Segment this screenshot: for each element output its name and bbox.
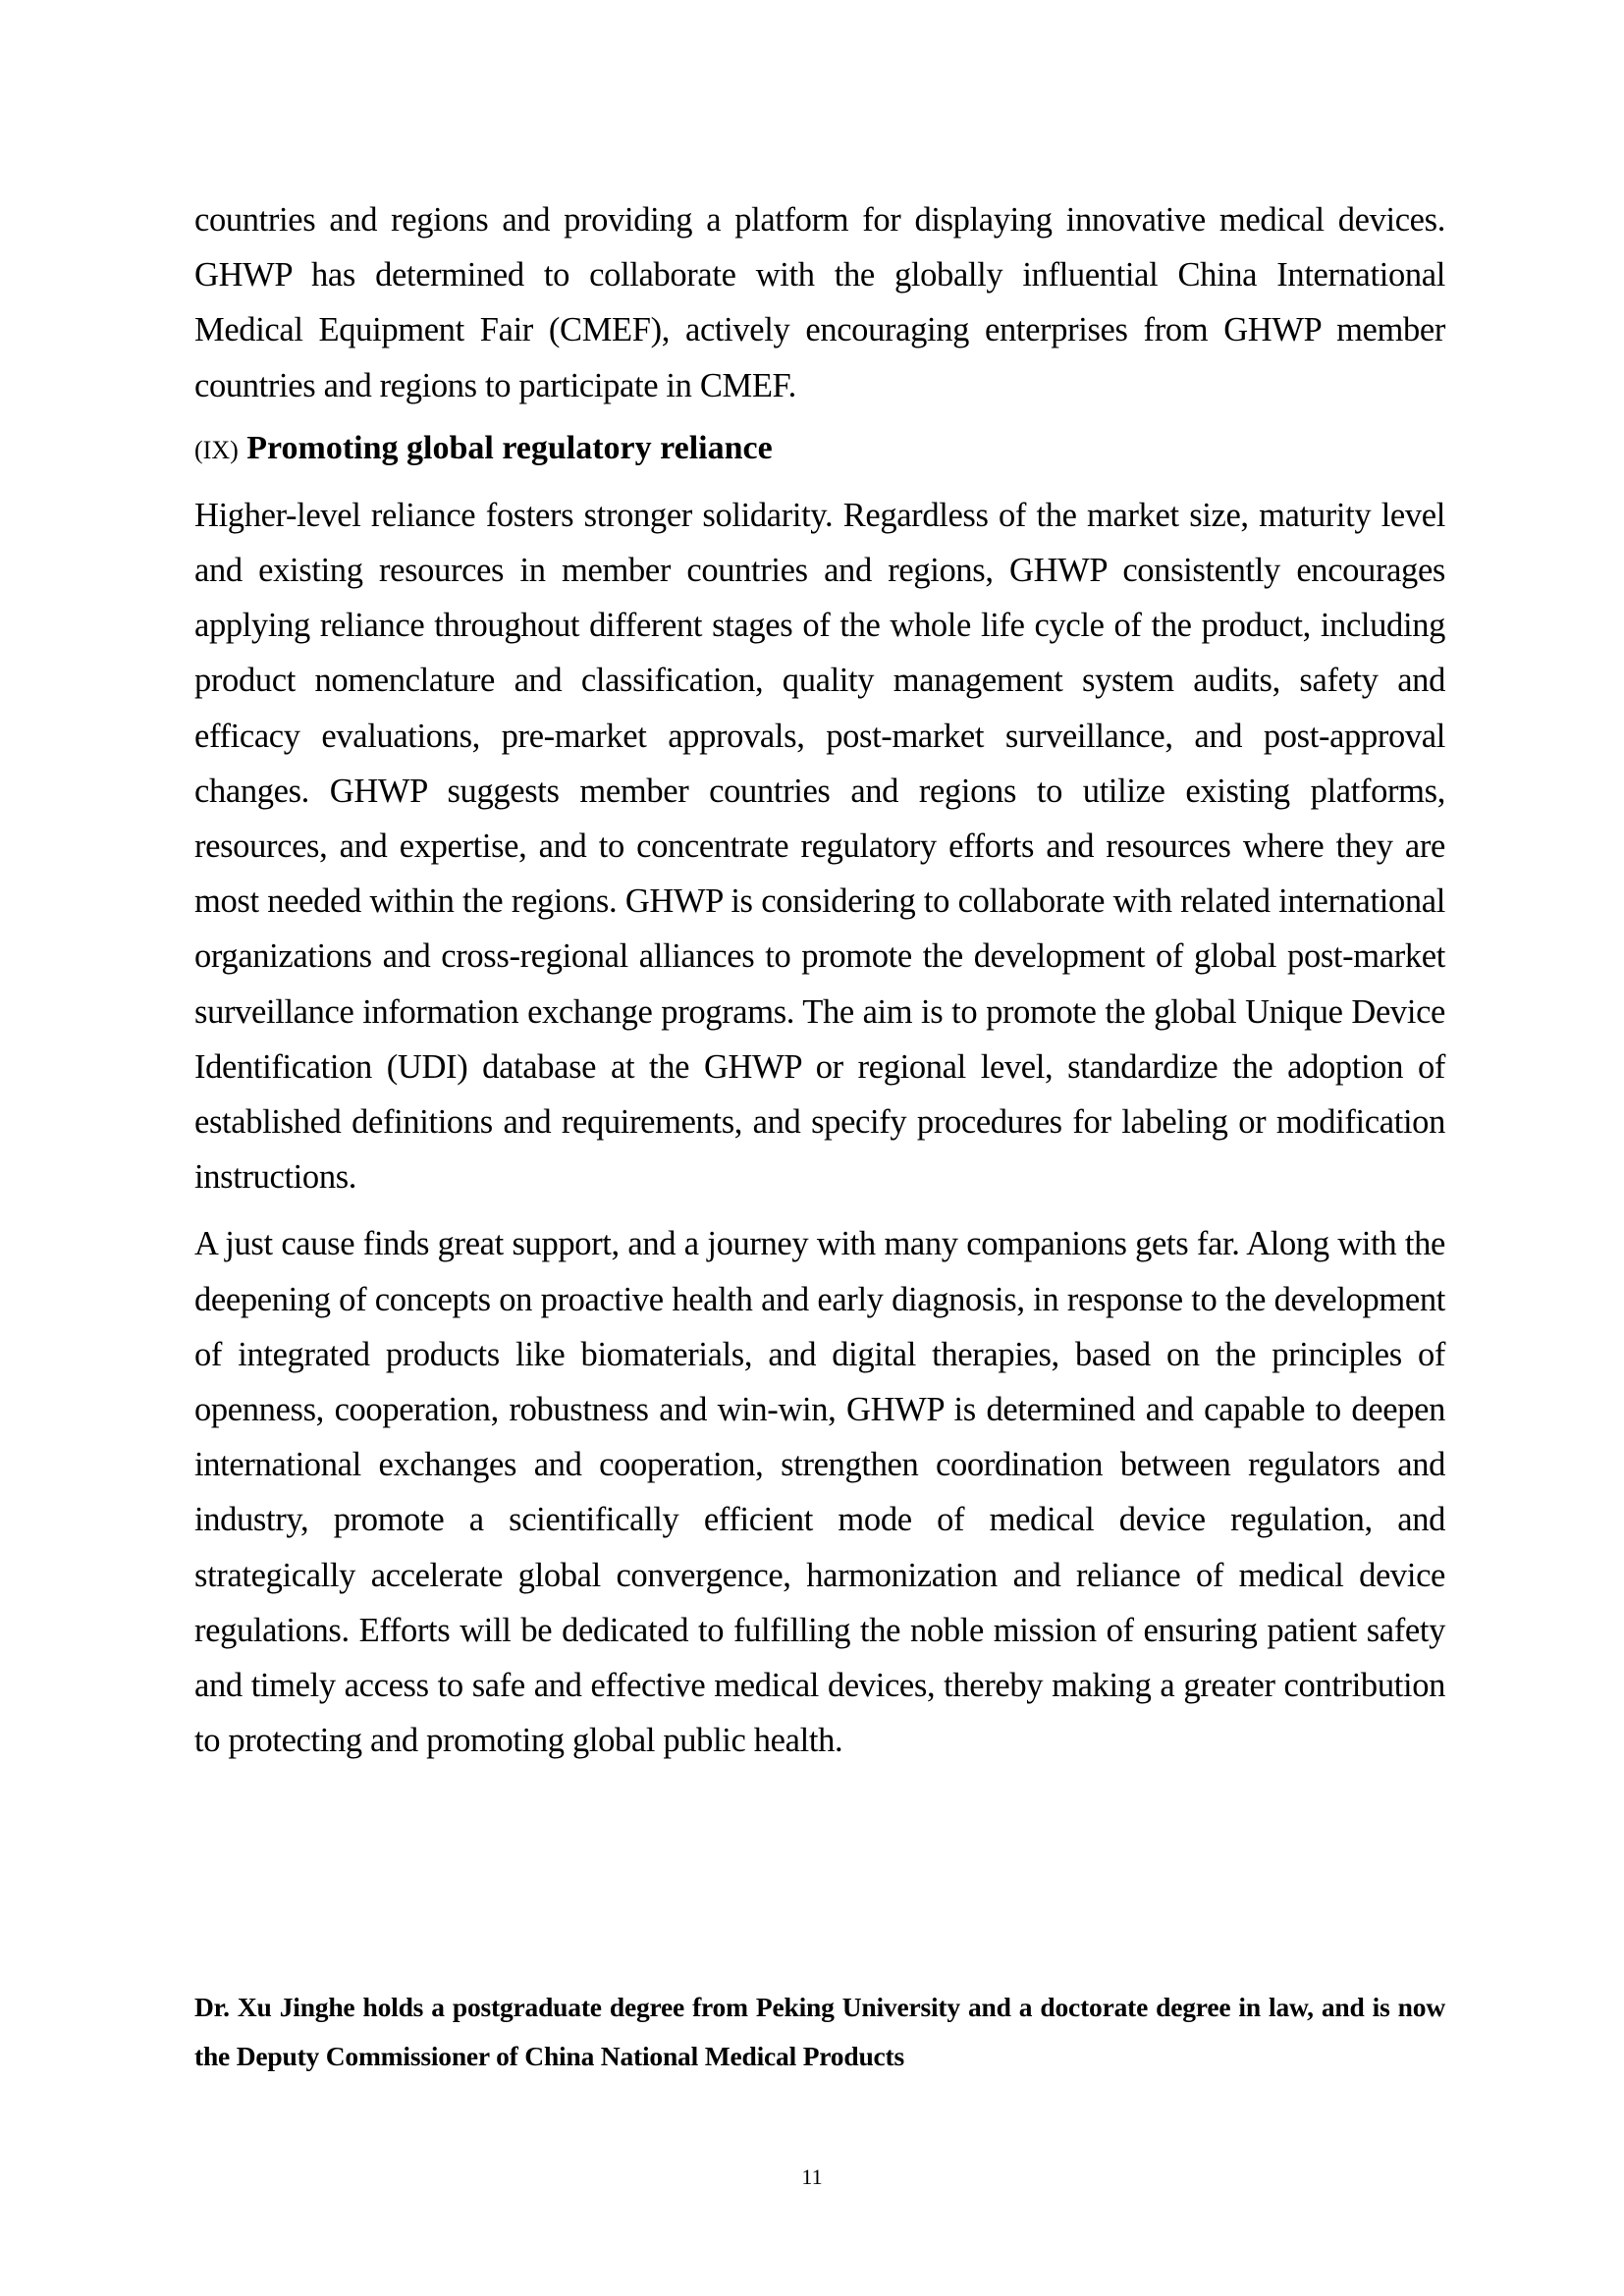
- body-paragraph-conclusion: A just cause finds great support, and a journey with many companions gets far. Along with the deepening of concepts on proactive health and early diagnosis, in response to the development of integrated products like biomaterials, and digital therapies, based on the principles of openness, cooperation, robustness and win-win, GHWP is determined and capable to deepen international exchanges and cooperation, strengthen coordination between regulators and industry, promote a scientifically efficient mode of medical device regulation, and strategically accelerate global convergence, harmonization and reliance of medical device regulations. Efforts will be dedicated to fulfilling the noble mission of ensuring patient safety and timely access to safe and effective medical devices, thereby making a greater contribution to protecting and promoting global public health.: [194, 1225, 1445, 1760]
- page-number: 11: [801, 2164, 823, 2189]
- author-bio: Dr. Xu Jinghe holds a postgraduate degree from Peking University and a doctorate degree in law, and is now the Deputy Commissioner of China National Medical Products: [194, 1992, 1445, 2071]
- body-paragraph-reliance: Higher-level reliance fosters stronger solidarity. Regardless of the market size, maturity level and existing resources in member countries and regions, GHWP consistently encourages applying reliance throughout different stages of the whole life cycle of the product, including product nomenclature and classification, quality management system audits, safety and efficacy evaluations, pre-market approvals, post-market surveillance, and post-approval changes. GHWP suggests member countries and regions to utilize existing platforms, resources, and expertise, and to concentrate regulatory efforts and resources where they are most needed within the regions. GHWP is considering to collaborate with related international organizations and cross-regional alliances to promote the development of global post-market surveillance information exchange programs. The aim is to promote the global Unique Device Identification (UDI) database at the GHWP or regional level, standardize the adoption of established definitions and requirements, and specify procedures for labeling or modification instructions.: [194, 496, 1445, 1197]
- page-body: [194, 192, 1445, 1768]
- section-number: (IX): [194, 435, 239, 464]
- section-title: Promoting global regulatory reliance: [246, 429, 773, 466]
- continued-paragraph: countries and regions and providing a platform for displaying innovative medical devices. GHWP has determined to collaborate with the globally influential China International Medical Equipment Fair (CMEF), actively encouraging enterprises from GHWP member countries and regions to participate in CMEF.: [194, 201, 1445, 404]
- section-heading: [194, 421, 1445, 478]
